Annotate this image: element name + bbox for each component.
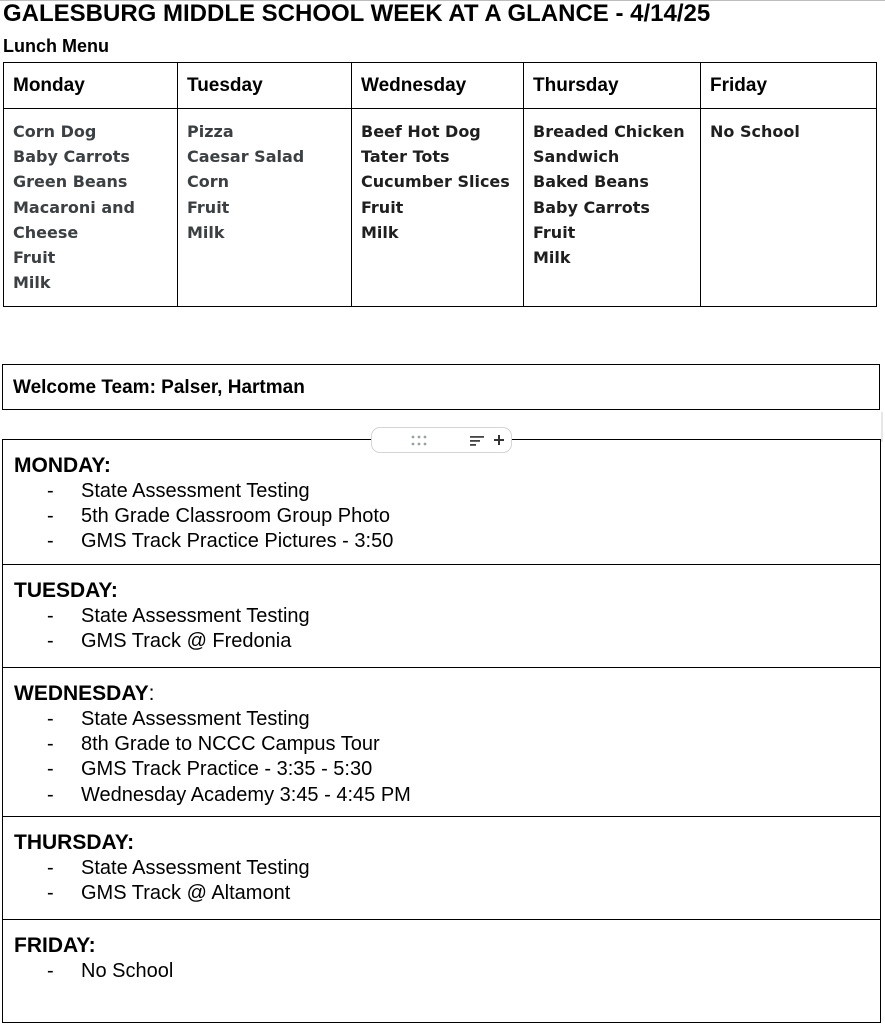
lunch-item: Baby Carrots — [13, 147, 130, 167]
schedule-row-friday — [3, 920, 881, 1023]
lunch-cell-thursday[interactable] — [524, 109, 701, 307]
event-text: GMS Track @ Fredonia — [81, 630, 292, 653]
schedule-row-thursday — [3, 817, 881, 920]
event-text: GMS Track Practice Pictures - 3:50 — [81, 530, 394, 553]
event-text: State Assessment Testing — [81, 708, 310, 730]
bullet-dash: - — [47, 857, 54, 879]
bullet-dash: - — [47, 733, 54, 756]
lunch-item: Fruit — [187, 197, 230, 217]
event-text: No School — [81, 960, 174, 982]
event-item — [14, 707, 880, 732]
lunch-item: Green Beans — [13, 172, 128, 192]
bullet-dash: - — [47, 882, 54, 905]
schedule-cell-friday[interactable] — [3, 920, 881, 1023]
weekly-schedule-table — [2, 439, 881, 1023]
lunch-item: Milk — [13, 273, 51, 293]
schedule-cell-tuesday[interactable] — [3, 565, 881, 668]
lunch-item: Pizza — [187, 122, 234, 141]
event-text: State Assessment Testing — [81, 605, 310, 627]
event-text: GMS Track @ Altamont — [81, 882, 291, 905]
lunch-header-cell[interactable]: Tuesday — [178, 63, 352, 109]
event-text: State Assessment Testing — [81, 857, 310, 879]
schedule-row-wednesday — [3, 668, 881, 817]
lunch-item: Baby Carrots — [533, 197, 650, 217]
lunch-item: Macaroni and — [13, 197, 135, 217]
lunch-item: Sandwich — [533, 147, 620, 167]
drag-handle-icon[interactable] — [410, 435, 428, 447]
event-item — [14, 881, 880, 906]
bullet-dash: - — [47, 960, 54, 982]
event-item — [14, 757, 880, 782]
schedule-cell-wednesday[interactable] — [3, 668, 881, 817]
event-text: State Assessment Testing — [81, 480, 310, 502]
sort-icon[interactable] — [469, 434, 485, 448]
lunch-item: Caesar Salad — [187, 147, 305, 167]
day-label: THURSDAY: — [14, 831, 135, 854]
bullet-dash: - — [47, 783, 54, 806]
lunch-item: Tater Tots — [361, 147, 450, 167]
lunch-item: Beef Hot Dog — [361, 122, 481, 141]
event-item — [14, 629, 880, 654]
bullet-dash: - — [47, 505, 54, 528]
lunch-item: Corn Dog — [13, 122, 97, 141]
welcome-team-box[interactable]: Welcome Team: Palser, Hartman — [2, 364, 880, 410]
day-label-suffix: : — [148, 682, 155, 705]
lunch-item: Milk — [187, 222, 225, 242]
bullet-dash: - — [47, 630, 54, 653]
event-item — [14, 783, 880, 808]
lunch-item: Fruit — [533, 222, 576, 242]
lunch-cell-monday[interactable] — [4, 109, 178, 307]
lunch-menu-table — [3, 62, 877, 307]
lunch-header-cell[interactable]: Monday — [4, 63, 178, 109]
lunch-header-cell[interactable]: Friday — [701, 63, 877, 109]
event-item — [14, 504, 880, 529]
lunch-item: Baked Beans — [533, 172, 649, 192]
lunch-cell-friday[interactable] — [701, 109, 877, 307]
schedule-cell-thursday[interactable] — [3, 817, 881, 920]
lunch-menu-label: Lunch Menu — [3, 36, 109, 56]
schedule-cell-monday[interactable] — [3, 440, 881, 565]
day-label-text: WEDNESDAY — [14, 682, 149, 705]
document-title: GALESBURG MIDDLE SCHOOL WEEK AT A GLANCE - 4/14/25 — [3, 0, 711, 27]
lunch-header-cell[interactable]: Thursday — [524, 63, 701, 109]
add-icon[interactable] — [492, 433, 506, 447]
scroll-edge-indicator — [881, 412, 885, 442]
event-text: 5th Grade Classroom Group Photo — [81, 505, 391, 528]
lunch-item: Milk — [533, 248, 571, 268]
day-label: TUESDAY: — [14, 579, 118, 602]
lunch-header-row — [4, 63, 877, 109]
event-item — [14, 604, 880, 629]
lunch-item: Fruit — [13, 248, 56, 268]
lunch-item: Breaded Chicken — [533, 122, 685, 141]
bullet-dash: - — [47, 708, 54, 730]
table-toolbar — [371, 427, 512, 453]
schedule-row-monday — [3, 440, 881, 565]
event-item — [14, 959, 880, 984]
event-item — [14, 529, 880, 554]
schedule-row-tuesday — [3, 565, 881, 668]
event-text: GMS Track Practice - 3:35 - 5:30 — [81, 758, 373, 781]
lunch-cell-tuesday[interactable] — [178, 109, 352, 307]
lunch-item: Corn — [187, 172, 230, 192]
lunch-cell-wednesday[interactable] — [352, 109, 524, 307]
lunch-item: Cheese — [13, 222, 79, 242]
lunch-header-cell[interactable]: Wednesday — [352, 63, 524, 109]
day-label — [14, 681, 880, 707]
day-label: FRIDAY: — [14, 934, 96, 957]
bullet-dash: - — [47, 480, 54, 502]
lunch-item: Fruit — [361, 197, 404, 217]
event-item — [14, 732, 880, 757]
lunch-item: Milk — [361, 222, 399, 242]
lunch-item: Cucumber Slices — [361, 172, 510, 192]
event-text: 8th Grade to NCCC Campus Tour — [81, 733, 380, 756]
lunch-items-row — [4, 109, 877, 307]
event-item — [14, 479, 880, 504]
day-label: MONDAY: — [14, 454, 111, 477]
lunch-item: No School — [710, 122, 800, 141]
bullet-dash: - — [47, 530, 54, 553]
event-text: Wednesday Academy 3:45 - 4:45 PM — [81, 783, 411, 806]
event-item — [14, 856, 880, 881]
bullet-dash: - — [47, 605, 54, 627]
bullet-dash: - — [47, 758, 54, 781]
